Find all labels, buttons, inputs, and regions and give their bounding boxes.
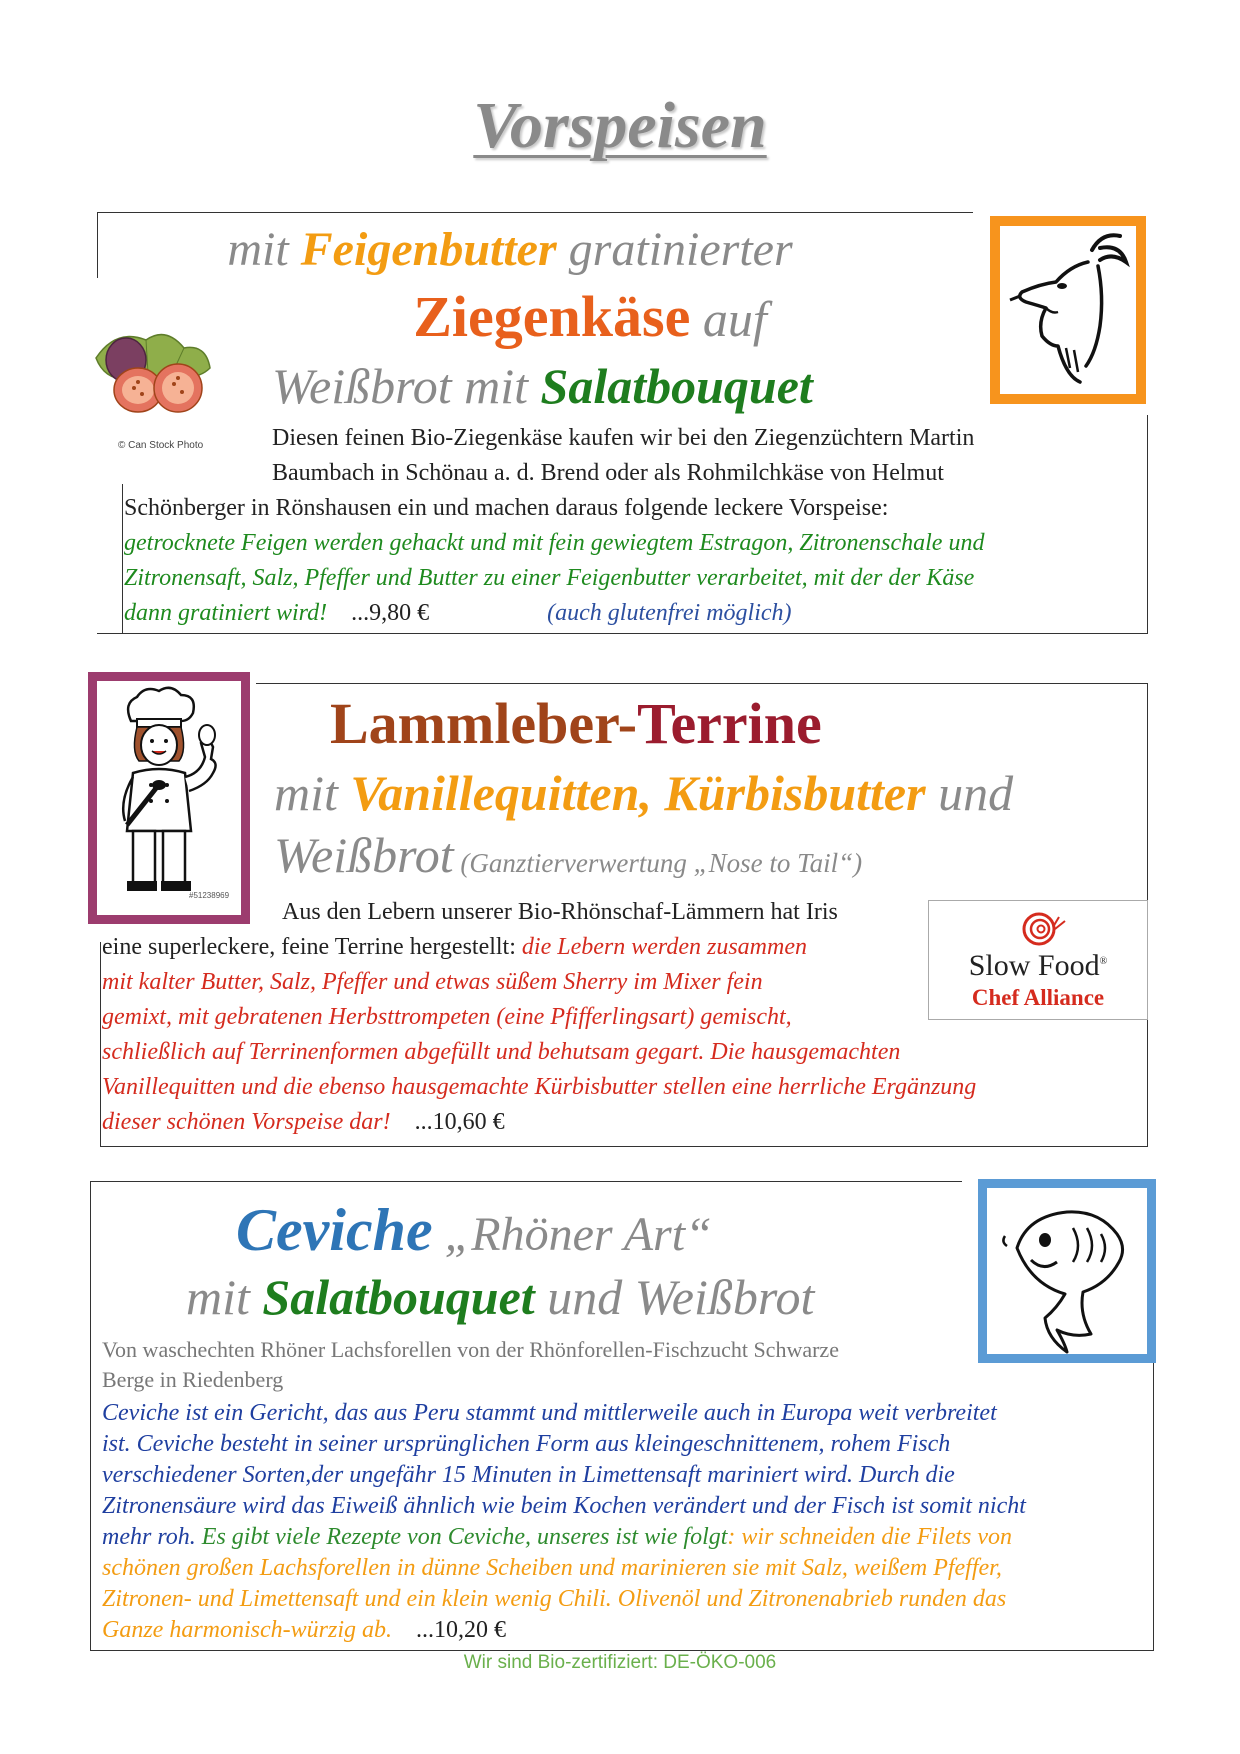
- divider: [100, 942, 101, 1147]
- dish1-price: ...9,80 €: [351, 600, 430, 626]
- dish1-recipe-line: dann gratiniert wird! ...9,80 € (auch glutenfrei möglich): [124, 600, 792, 626]
- divider: [97, 633, 1148, 634]
- slow-food-logo: [928, 900, 1148, 1020]
- logo-subtitle: Chef Alliance: [971, 985, 1105, 1010]
- dish3-title: Ceviche „Rhöner Art“: [236, 1197, 712, 1263]
- dish1-headline-line3: Weißbrot mit Salatbouquet: [272, 358, 813, 414]
- chef-icon: [88, 672, 250, 924]
- dish3-info-line: Ceviche ist ein Gericht, das aus Peru stammt und mittlerweile auch in Europa weit verbreitet: [102, 1400, 997, 1426]
- dish3-info-line: Zitronensäure wird das Eiweiß ähnlich wie beim Kochen verändert und der Fisch ist somit nicht: [102, 1493, 1026, 1519]
- dish2-recipe-line: Vanillequitten und die ebenso hausgemachte Kürbisbutter stellen eine herrliche Ergänzung: [102, 1074, 977, 1100]
- gluten-free-note: (auch glutenfrei möglich): [547, 600, 792, 626]
- dish3-price: ...10,20 €: [416, 1617, 507, 1643]
- dish1-recipe-line: Zitronensaft, Salz, Pfeffer und Butter zu einer Feigenbutter verarbeitet, mit der der Käse: [124, 565, 975, 591]
- dish3-desc-line: Berge in Riedenberg: [102, 1367, 284, 1392]
- divider: [97, 212, 973, 213]
- divider: [1147, 415, 1148, 634]
- dish2-desc-line: Aus den Lebern unserer Bio-Rhönschaf-Lämmern hat Iris: [282, 899, 838, 925]
- snail-icon: [1019, 909, 1067, 949]
- dish3-info-line: verschiedener Sorten,der ungefähr 15 Minuten in Limettensaft mariniert wird. Durch die: [102, 1462, 955, 1488]
- dish2-recipe-line: dieser schönen Vorspeise dar! ...10,60 €: [102, 1109, 505, 1135]
- dish3-desc-line: Von waschechten Rhöner Lachsforellen von der Rhönforellen-Fischzucht Schwarze: [102, 1337, 839, 1362]
- dish3-headline-line2: mit Salatbouquet und Weißbrot: [186, 1269, 815, 1325]
- dish2-headline-line3: Weißbrot (Ganztierverwertung „Nose to Tail“): [274, 827, 863, 883]
- divider: [90, 1650, 1154, 1651]
- dish1-recipe-line: getrocknete Feigen werden gehackt und mit fein gewiegtem Estragon, Zitronenschale und: [124, 530, 985, 556]
- dish1-desc-line: Baumbach in Schönau a. d. Brend oder als Rohmilchkäse von Helmut: [272, 460, 944, 486]
- image-code: #51238969: [189, 891, 230, 900]
- divider: [122, 484, 123, 634]
- figs-image: [86, 318, 236, 428]
- dish2-recipe-line: gemixt, mit gebratenen Herbsttrompeten (eine Pfifferlingsart) gemischt,: [102, 1004, 792, 1030]
- fish-icon: [978, 1179, 1156, 1363]
- page-title: Vorspeisen: [473, 89, 767, 162]
- dish3-recipe-line: Zitronen- und Limettensaft und ein klein wenig Chili. Olivenöl und Zitronenabrieb runden das: [102, 1586, 1007, 1612]
- dish1-desc-line: Diesen feinen Bio-Ziegenkäse kaufen wir bei den Ziegenzüchtern Martin: [272, 425, 975, 451]
- image-copyright: © Can Stock Photo: [118, 440, 204, 451]
- dish1-desc-line: Schönberger in Rönshausen ein und machen daraus folgende leckere Vorspeise:: [124, 495, 889, 521]
- dish1-headline-line1: mit Feigenbutter gratinierter: [227, 223, 793, 276]
- dish3-recipe-line: schönen großen Lachsforellen in dünne Scheiben und marinieren sie mit Salz, weißem Pfeffer,: [102, 1555, 1002, 1581]
- divider: [97, 212, 98, 278]
- dish1-headline-line2: Ziegenkäse auf: [413, 284, 767, 349]
- dish2-price: ...10,60 €: [414, 1109, 505, 1135]
- dish2-recipe-line: mit kalter Butter, Salz, Pfeffer und etwas süßem Sherry im Mixer fein: [102, 969, 763, 995]
- dish3-recipe-line: Ganze harmonisch-würzig ab. ...10,20 €: [102, 1617, 507, 1643]
- dish2-desc-line: eine superleckere, feine Terrine hergestellt: die Lebern werden zusammen: [102, 934, 807, 960]
- goat-icon: [990, 216, 1146, 404]
- divider: [90, 1181, 91, 1651]
- logo-name: Slow Food®: [968, 949, 1108, 982]
- dish2-headline-line2: mit Vanillequitten, Kürbisbutter und: [274, 765, 1014, 821]
- divider: [1147, 1022, 1148, 1147]
- dish2-title: Lammleber-Terrine: [330, 691, 822, 756]
- dish3-info-line: ist. Ceviche besteht in seiner ursprünglichen Form aus kleingeschnittenem, rohem Fisch: [102, 1431, 951, 1457]
- bio-certification-footer: Wir sind Bio-zertifiziert: DE-ÖKO-006: [463, 1652, 777, 1673]
- dish3-info-line: mehr roh. Es gibt viele Rezepte von Ceviche, unseres ist wie folgt: wir schneiden die Filets von: [102, 1524, 1013, 1550]
- divider: [100, 1146, 1148, 1147]
- divider: [1153, 1360, 1154, 1651]
- divider: [256, 683, 1148, 684]
- dish2-recipe-line: schließlich auf Terrinenformen abgefüllt und behutsam gegart. Die hausgemachten: [102, 1039, 901, 1065]
- divider: [90, 1181, 962, 1182]
